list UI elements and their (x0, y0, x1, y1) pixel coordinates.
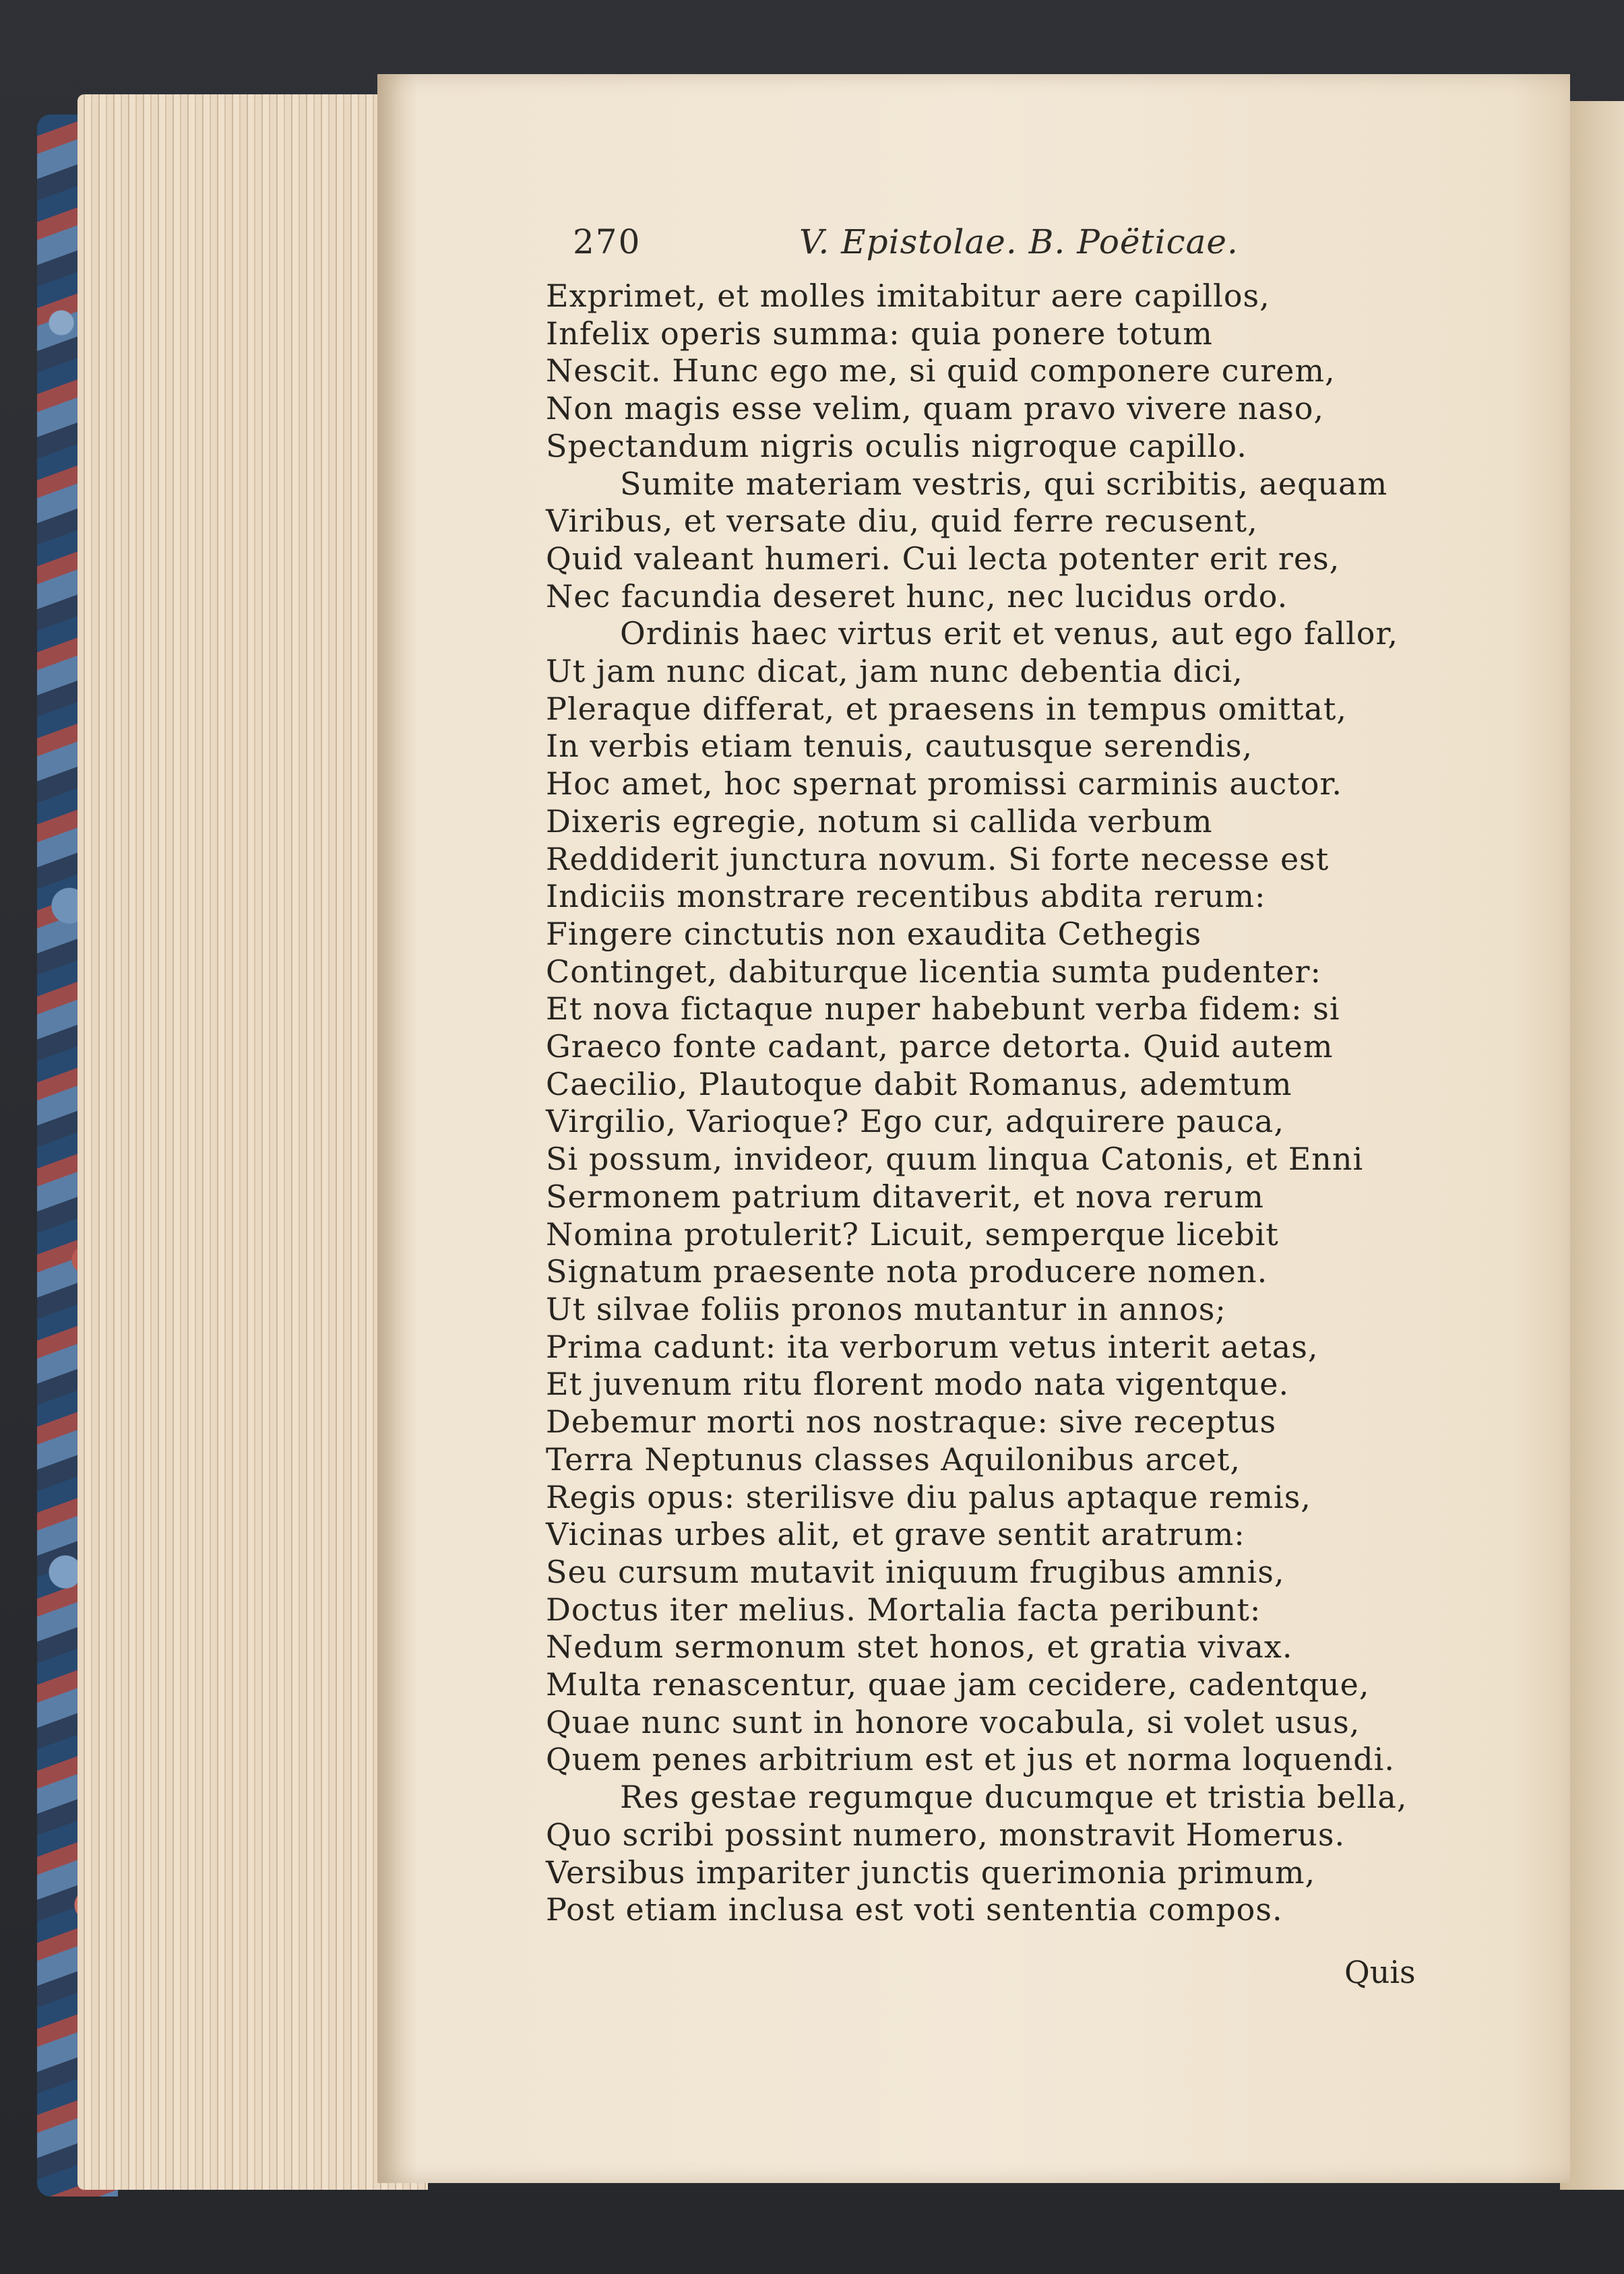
verse-line: Nomina protulerit? Licuit, semperque licebit (546, 1215, 1279, 1253)
verse-line: Quem penes arbitrium est et jus et norma loquendi. (546, 1741, 1395, 1778)
verse-line: Continget, dabiturque licentia sumta pudenter: (546, 953, 1322, 990)
verse-line: Regis opus: sterilisve diu palus aptaque remis, (546, 1478, 1311, 1515)
verse-line: Terra Neptunus classes Aquilonibus arcet, (546, 1441, 1241, 1478)
verse-line: Ordinis haec virtus erit et venus, aut ego fallor, (620, 615, 1399, 652)
verse-line: Prima cadunt: ita verborum vetus interit aetas, (546, 1328, 1319, 1365)
verse-line: Multa renascentur, quae jam cecidere, cadentque, (546, 1666, 1370, 1703)
verse-line: Virgilio, Varioque? Ego cur, adquirere pauca, (546, 1103, 1284, 1140)
verse-line: In verbis etiam tenuis, cautusque serendis, (546, 728, 1253, 765)
verse-line: Versibus impariter junctis querimonia primum, (546, 1854, 1316, 1891)
verse-line: Hoc amet, hoc spernat promissi carminis auctor. (546, 765, 1342, 802)
poem-text-block (546, 278, 1489, 1929)
verse-line: Pleraque differat, et praesens in tempus omittat, (546, 690, 1348, 727)
verse-line: Sumite materiam vestris, qui scribitis, aequam (620, 465, 1388, 502)
verse-line: Graeco fonte cadant, parce detorta. Quid autem (546, 1028, 1334, 1065)
verse-line: Ut silvae foliis pronos mutantur in annos; (546, 1290, 1226, 1327)
verse-line: Nescit. Hunc ego me, si quid componere curem, (546, 352, 1336, 389)
verse-line: Post etiam inclusa est voti sententia compos. (546, 1891, 1283, 1928)
verse-line: Debemur morti nos nostraque: sive receptus (546, 1403, 1277, 1441)
verse-line: Quid valeant humeri. Cui lecta potenter erit res, (546, 540, 1340, 577)
verse-line: Ut jam nunc dicat, jam nunc debentia dici, (546, 653, 1243, 690)
verse-line: Et juvenum ritu florent modo nata vigentque. (546, 1366, 1290, 1403)
running-head: V. Epistolae. B. Poëticae. (799, 222, 1239, 261)
verse-line: Infelix operis summa: quia ponere totum (546, 315, 1213, 352)
verse-line: Spectandum nigris oculis nigroque capillo. (546, 427, 1247, 464)
verse-line: Quae nunc sunt in honore vocabula, si volet usus, (546, 1703, 1361, 1740)
verse-line: Nedum sermonum stet honos, et gratia vivax. (546, 1629, 1293, 1666)
verse-line: Sermonem patrium ditaverit, et nova rerum (546, 1178, 1264, 1215)
verse-line: Si possum, invideor, quum linqua Catonis, et Enni (546, 1141, 1364, 1178)
verse-line: Indiciis monstrare recentibus abdita rerum: (546, 878, 1266, 915)
verse-line: Quo scribi possint numero, monstravit Homerus. (546, 1816, 1346, 1853)
catchword: Quis (1344, 1954, 1416, 1990)
verse-line: Res gestae regumque ducumque et tristia bella, (620, 1779, 1408, 1816)
verse-line: Doctus iter melius. Mortalia facta peribunt: (546, 1591, 1261, 1628)
page-stack-edges (77, 94, 428, 2190)
verse-line: Reddiderit junctura novum. Si forte necesse est (546, 840, 1330, 877)
page-number: 270 (573, 222, 642, 261)
verse-line: Seu cursum mutavit iniquum frugibus amnis, (546, 1553, 1285, 1590)
verse-line: Non magis esse velim, quam pravo vivere naso, (546, 390, 1325, 427)
verse-line: Vicinas urbes alit, et grave sentit aratrum: (546, 1516, 1245, 1553)
verse-line: Viribus, et versate diu, quid ferre recusent, (546, 503, 1258, 540)
verse-line: Dixeris egregie, notum si callida verbum (546, 802, 1213, 840)
page-header (573, 222, 1381, 270)
verse-line: Et nova fictaque nuper habebunt verba fidem: si (546, 990, 1340, 1028)
verse-line: Fingere cinctutis non exaudita Cethegis (546, 915, 1202, 952)
verse-line: Exprimet, et molles imitabitur aere capillos, (546, 278, 1270, 314)
verse-line: Nec facundia deseret hunc, nec lucidus ordo. (546, 577, 1288, 614)
verse-line: Caecilio, Plautoque dabit Romanus, ademtum (546, 1065, 1292, 1102)
verse-line: Signatum praesente nota producere nomen. (546, 1253, 1268, 1290)
